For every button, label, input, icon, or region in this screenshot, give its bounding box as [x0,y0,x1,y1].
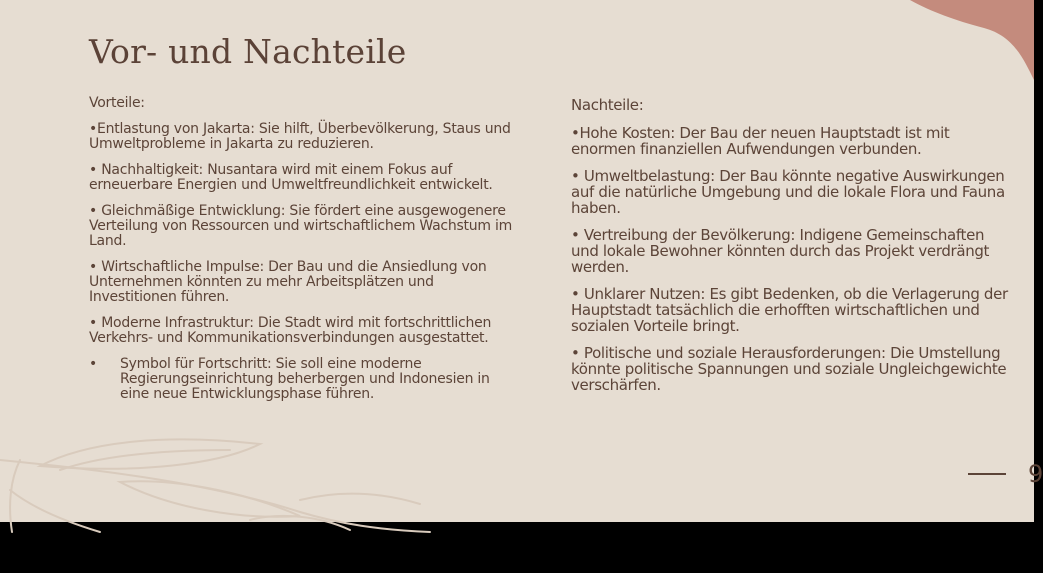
disadvantage-item: •Hohe Kosten: Der Bau der neuen Hauptstadt ist mit enormen finanziellen Aufwendungen verbunden. [571,124,950,158]
advantage-item: • Moderne Infrastruktur: Die Stadt wird mit fortschrittlichen Verkehrs- und Kommunikationsverbindungen ausgestattet. [89,315,492,346]
advantage-item [89,357,519,402]
advantage-item-text: Symbol für Fortschritt: Sie soll eine moderne Regierungseinrichtung beherbergen und Indonesien in eine neue Entwicklungsphase führen. [120,356,490,402]
disadvantages-column [571,97,1011,404]
advantage-item: •Entlastung von Jakarta: Sie hilft, Überbevölkerung, Staus und Umweltprobleme in Jakarta zu reduzieren. [89,121,511,152]
advantage-item: • Wirtschaftliche Impulse: Der Bau und die Ansiedlung von Unternehmen könnten zu mehr Arbeitsplätzen und Investitionen führen. [89,259,487,305]
advantage-item: • Nachhaltigkeit: Nusantara wird mit einem Fokus auf erneuerbare Energien und Umweltfreundlichkeit entwickelt. [89,162,493,193]
leaf-illustration [0,420,430,530]
disadvantage-item: • Umweltbelastung: Der Bau könnte negative Auswirkungen auf die natürliche Umgebung und die lokale Flora und Fauna haben. [571,167,1005,217]
disadvantages-heading: Nachteile: [571,96,644,114]
disadvantage-item: • Unklarer Nutzen: Es gibt Bedenken, ob die Verlagerung der Hauptstadt tatsächlich die erhofften wirtschaftlichen und sozialen Vorteile bringt. [571,285,1008,335]
disadvantage-item: • Politische und soziale Herausforderungen: Die Umstellung könnte politische Spannungen und soziale Ungleichgewichte verschärfen. [571,344,1007,394]
page-number-value: 9 [1028,460,1043,488]
bullet-marker: • [89,356,98,372]
disadvantage-item: • Vertreibung der Bevölkerung: Indigene Gemeinschaften und lokale Bewohner könnten durch das Projekt verdrängt werden. [571,226,990,276]
advantage-item: • Gleichmäßige Entwicklung: Sie fördert eine ausgewogenere Verteilung von Ressourcen und wirtschaftlichem Wachstum im Land. [89,203,513,249]
advantages-heading: Vorteile: [89,95,145,111]
slide-title: Vor- und Nachteile [89,32,407,71]
page-number [968,460,1043,488]
advantages-column [89,96,519,413]
corner-blob-decoration [874,0,1034,80]
page-number-rule [968,473,1006,475]
